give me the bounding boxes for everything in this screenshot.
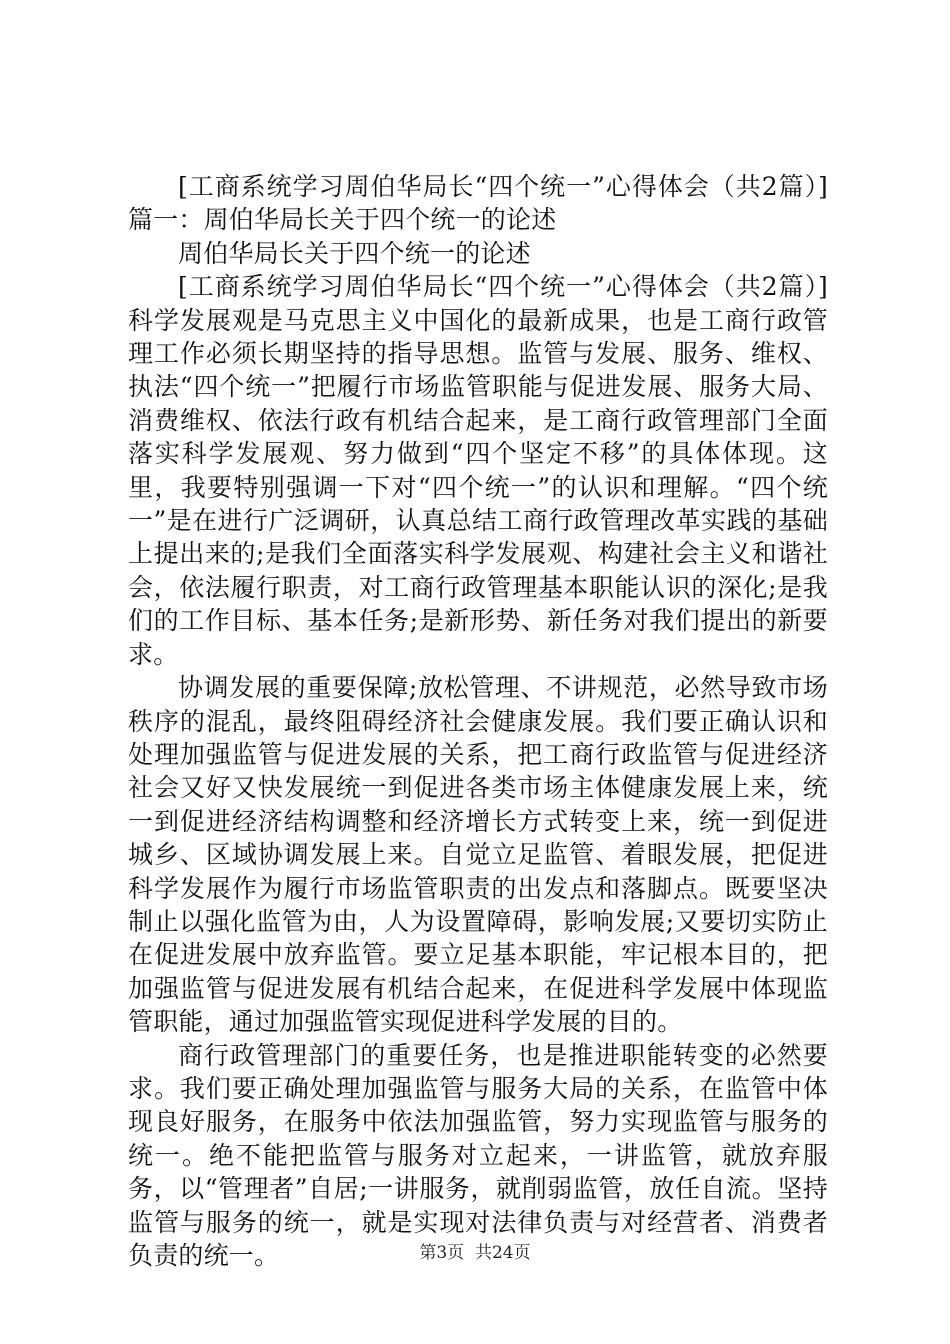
body-paragraph: 商行政管理部门的重要任务，也是推进职能转变的必然要求。我们要正确处理加强监管与服务大局的关系，在监管中体现良好服务，在服务中依法加强监管，努力实现监管与服务的统一。绝不能把监管与服务对立起来，一讲监管，就放弃服务，以“管理者”自居;一讲服务，就削弱监管，放任自流。坚持监管与服务的统一，就是实现对法律负责与对经营者、消费者负责的统一。 [128, 1040, 828, 1270]
body-paragraph: [工商系统学习周伯华局长“四个统一”心得体会（共2篇）]科学发展观是马克思主义中国化的最新成果，也是工商行政管理工作必须长期坚持的指导思想。监管与发展、服务、维权、执法“四个统一”把履行市场监管职能与促进发展、服务大局、消费维权、依法行政有机结合起来，是工商行政管理部门全面落实科学发展观、努力做到“四个坚定不移”的具体体现。这里，我要特别强调一下对“四个统一”的认识和理解。“四个统一”是在进行广泛调研，认真总结工商行政管理改革实践的基础上提出来的;是我们全面落实科学发展观、构建社会主义和谐社会，依法履行职责，对工商行政管理基本职能认识的深化;是我们的工作目标、基本任务;是新形势、新任务对我们提出的新要求。 [128, 272, 828, 669]
document-body [128, 170, 828, 1272]
body-paragraph: 协调发展的重要保障;放松管理、不讲规范，必然导致市场秩序的混乱，最终阻碍经济社会健康发展。我们要正确认识和处理加强监管与促进发展的关系，把工商行政监管与促进经济社会又好又快发展统一到促进各类市场主体健康发展上来，统一到促进经济结构调整和经济增长方式转变上来，统一到促进城乡、区域协调发展上来。自觉立足监管、着眼发展，把促进科学发展作为履行市场监管职责的出发点和落脚点。既要坚决制止以强化监管为由，人为设置障碍，影响发展;又要切实防止在促进发展中放弃监管。要立足基本职能，牢记根本目的，把加强监管与促进发展有机结合起来，在促进科学发展中体现监管职能，通过加强监管实现促进科学发展的目的。 [128, 673, 828, 1037]
heading-paragraph: [工商系统学习周伯华局长“四个统一”心得体会（共2篇）]篇一：周伯华局长关于四个统一的论述 [128, 172, 828, 235]
page-number-label: 第3页 共24页 [419, 1243, 531, 1263]
subheading-paragraph: 周伯华局长关于四个统一的论述 [178, 238, 531, 268]
page-footer [0, 1242, 950, 1264]
